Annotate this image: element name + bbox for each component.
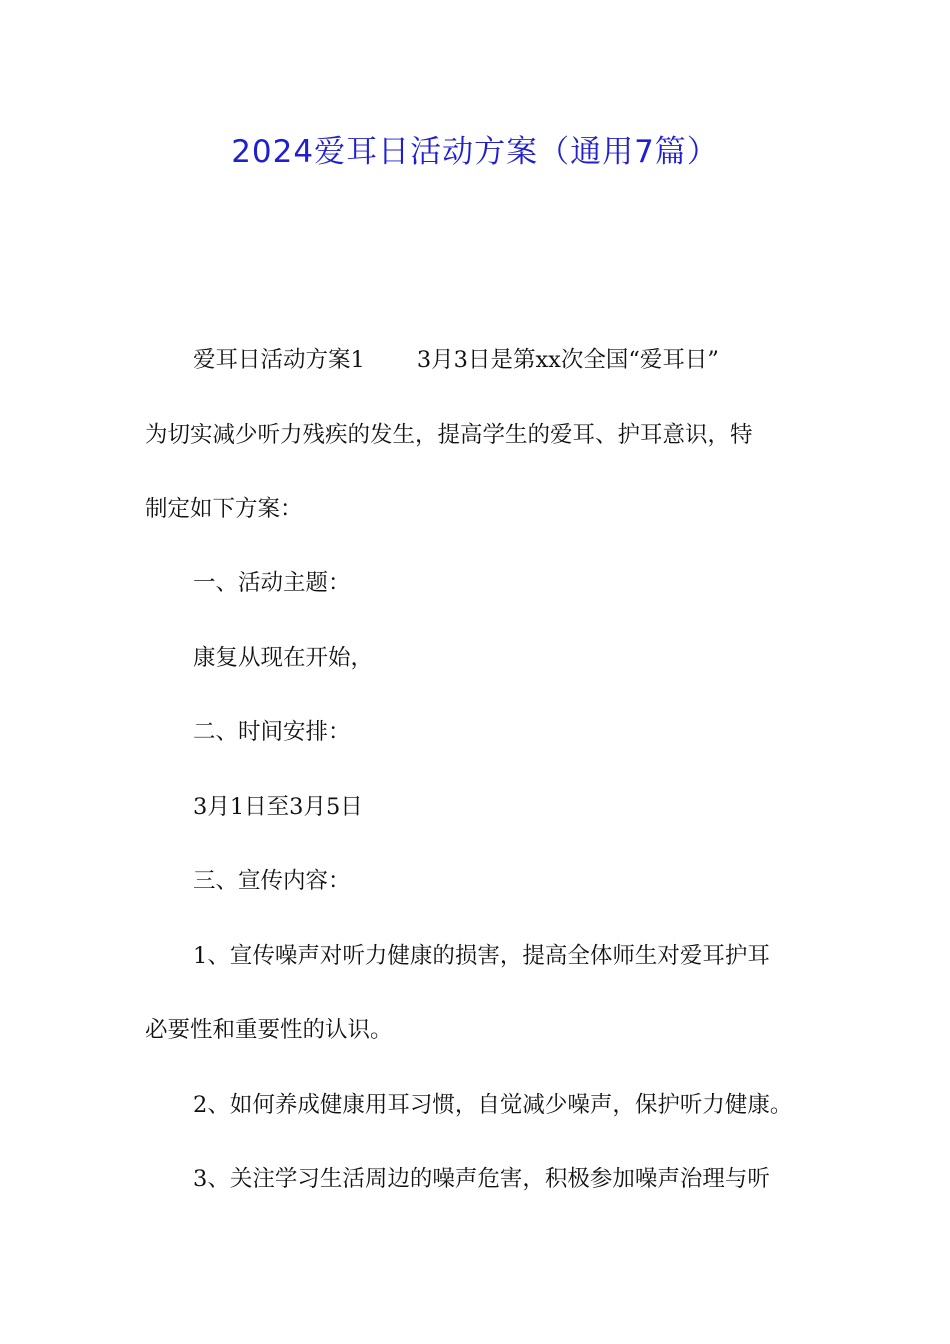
paragraph-line-3: 制定如下方案： [145, 496, 303, 522]
publicity-item-1-cont: 必要性和重要性的认识。 [145, 1017, 393, 1043]
paragraph-line-2: 为切实减少听力残疾的发生，提高学生的爱耳、护耳意识，特 [145, 422, 753, 448]
publicity-item-1: 1、宣传噪声对听力健康的损害，提高全体师生对爱耳护耳 [193, 943, 770, 969]
publicity-item-3: 3、关注学习生活周边的噪声危害，积极参加噪声治理与听 [193, 1166, 770, 1192]
schedule-text: 3月1日至3月5日 [193, 794, 363, 820]
paragraph-line-1 [193, 342, 825, 378]
heading-schedule: 二、时间安排： [193, 719, 351, 745]
section-heading-text: 爱耳日活动方案1 [193, 347, 365, 373]
heading-activity-theme: 一、活动主题： [193, 570, 351, 596]
document-title: 2024爱耳日活动方案（通用7篇） [231, 134, 719, 170]
heading-publicity: 三、宣传内容： [193, 868, 351, 894]
activity-theme-text: 康复从现在开始， [193, 645, 374, 671]
intro-text: 3月3日是第xx次全国“爱耳日” [416, 347, 719, 373]
publicity-item-2: 2、如何养成健康用耳习惯，自觉减少噪声，保护听力健康。 [193, 1092, 793, 1118]
